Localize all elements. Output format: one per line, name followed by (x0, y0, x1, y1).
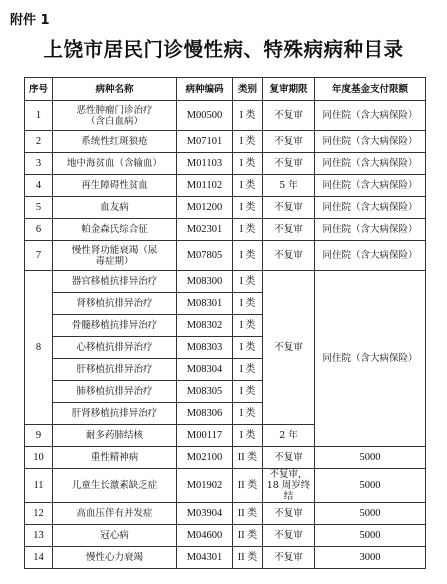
row-review: 不复审 (263, 153, 315, 175)
row-no: 13 (25, 525, 53, 547)
table-row (25, 503, 426, 525)
row-no: 9 (25, 425, 53, 447)
row-code: M07805 (177, 241, 233, 271)
row-class: I 类 (233, 131, 263, 153)
row-no: 6 (25, 219, 53, 241)
row-code: M08302 (177, 315, 233, 337)
row-review: 不复审，18 周岁终结 (263, 469, 315, 503)
row-name: 系统性红斑狼疮 (53, 131, 177, 153)
row-code: M02301 (177, 219, 233, 241)
row-limit: 同住院（含大病保险） (315, 175, 426, 197)
header-code: 病种编码 (177, 78, 233, 101)
row-class: II 类 (233, 447, 263, 469)
table-row (25, 175, 426, 197)
row-review: 不复审 (263, 547, 315, 569)
row-limit: 5000 (315, 503, 426, 525)
row-no: 2 (25, 131, 53, 153)
row-review: 不复审 (263, 131, 315, 153)
row-name: 耐多药肺结核 (53, 425, 177, 447)
row-code: M08300 (177, 271, 233, 293)
row-name: 肝移植抗排异治疗 (53, 359, 177, 381)
row-limit: 同住院（含大病保险） (315, 131, 426, 153)
header-name: 病种名称 (53, 78, 177, 101)
row-no: 10 (25, 447, 53, 469)
row-no: 12 (25, 503, 53, 525)
row-class: I 类 (233, 219, 263, 241)
row-code: M07101 (177, 131, 233, 153)
row-code: M03904 (177, 503, 233, 525)
disease-catalog-table (24, 77, 426, 569)
row-class: II 类 (233, 469, 263, 503)
row-review: 不复审 (263, 241, 315, 271)
row-class: I 类 (233, 403, 263, 425)
row-limit: 同住院（含大病保险） (315, 271, 426, 447)
row-no: 14 (25, 547, 53, 569)
table-row (25, 447, 426, 469)
header-no: 序号 (25, 78, 53, 101)
row-review: 不复审 (263, 447, 315, 469)
row-code: M08306 (177, 403, 233, 425)
row-class: I 类 (233, 197, 263, 219)
table-row (25, 153, 426, 175)
row-review: 5 年 (263, 175, 315, 197)
row-no: 3 (25, 153, 53, 175)
row-class: I 类 (233, 381, 263, 403)
row-class: I 类 (233, 101, 263, 131)
table-row (25, 101, 426, 131)
row-name: 恶性肿瘤门诊治疗（含白血病） (53, 101, 177, 131)
table-row (25, 525, 426, 547)
row-review: 不复审 (263, 503, 315, 525)
row-class: I 类 (233, 271, 263, 293)
row-name: 骨髓移植抗排异治疗 (53, 315, 177, 337)
row-limit: 同住院（含大病保险） (315, 197, 426, 219)
table-row (25, 197, 426, 219)
row-code: M04600 (177, 525, 233, 547)
row-code: M04301 (177, 547, 233, 569)
row-name: 心移植抗排异治疗 (53, 337, 177, 359)
row-name: 慢性心力衰竭 (53, 547, 177, 569)
row-class: I 类 (233, 153, 263, 175)
table-header-row (25, 78, 426, 101)
row-code: M08303 (177, 337, 233, 359)
row-class: I 类 (233, 315, 263, 337)
row-class: I 类 (233, 337, 263, 359)
row-code: M02100 (177, 447, 233, 469)
row-name: 地中海贫血（含输血） (53, 153, 177, 175)
row-class: II 类 (233, 547, 263, 569)
table-row (25, 241, 426, 271)
row-name: 高血压伴有并发症 (53, 503, 177, 525)
row-no: 7 (25, 241, 53, 271)
row-name: 慢性肾功能衰竭（尿毒症期） (53, 241, 177, 271)
row-name: 再生障碍性贫血 (53, 175, 177, 197)
row-limit: 5000 (315, 469, 426, 503)
row-no: 8 (25, 271, 53, 425)
row-class: I 类 (233, 175, 263, 197)
header-review: 复审期限 (263, 78, 315, 101)
row-name: 器官移植抗排异治疗 (53, 271, 177, 293)
table-row (25, 219, 426, 241)
row-code: M08304 (177, 359, 233, 381)
row-name: 帕金森氏综合征 (53, 219, 177, 241)
row-review: 2 年 (263, 425, 315, 447)
page-title: 上饶市居民门诊慢性病、特殊病病种目录 (43, 38, 404, 61)
row-code: M08301 (177, 293, 233, 315)
row-code: M01902 (177, 469, 233, 503)
row-review: 不复审 (263, 219, 315, 241)
row-no: 1 (25, 101, 53, 131)
row-name: 儿童生长激素缺乏症 (53, 469, 177, 503)
row-name: 肾移植抗排异治疗 (53, 293, 177, 315)
row-review: 不复审 (263, 197, 315, 219)
row-code: M00500 (177, 101, 233, 131)
row-name: 肝肾移植抗排异治疗 (53, 403, 177, 425)
row-limit: 同住院（含大病保险） (315, 153, 426, 175)
header-class: 类别 (233, 78, 263, 101)
header-limit: 年度基金支付限额 (315, 78, 426, 101)
table-row (25, 131, 426, 153)
row-limit: 3000 (315, 547, 426, 569)
table-row (25, 271, 426, 293)
row-limit: 同住院（含大病保险） (315, 241, 426, 271)
row-name: 肺移植抗排异治疗 (53, 381, 177, 403)
row-class: II 类 (233, 503, 263, 525)
row-code: M01200 (177, 197, 233, 219)
row-class: II 类 (233, 525, 263, 547)
row-no: 11 (25, 469, 53, 503)
row-code: M00117 (177, 425, 233, 447)
row-code: M01103 (177, 153, 233, 175)
row-class: I 类 (233, 293, 263, 315)
row-code: M01102 (177, 175, 233, 197)
row-class: I 类 (233, 359, 263, 381)
row-limit: 5000 (315, 447, 426, 469)
row-name: 重性精神病 (53, 447, 177, 469)
row-limit: 5000 (315, 525, 426, 547)
row-limit: 同住院（含大病保险） (315, 101, 426, 131)
row-review: 不复审 (263, 101, 315, 131)
row-name: 冠心病 (53, 525, 177, 547)
row-class: I 类 (233, 241, 263, 271)
table-row (25, 469, 426, 503)
table-row (25, 547, 426, 569)
row-code: M08305 (177, 381, 233, 403)
row-no: 5 (25, 197, 53, 219)
row-no: 4 (25, 175, 53, 197)
row-class: I 类 (233, 425, 263, 447)
row-review: 不复审 (263, 525, 315, 547)
attachment-label: 附件 1 (10, 13, 50, 28)
row-review: 不复审 (263, 271, 315, 425)
row-limit: 同住院（含大病保险） (315, 219, 426, 241)
row-name: 血友病 (53, 197, 177, 219)
